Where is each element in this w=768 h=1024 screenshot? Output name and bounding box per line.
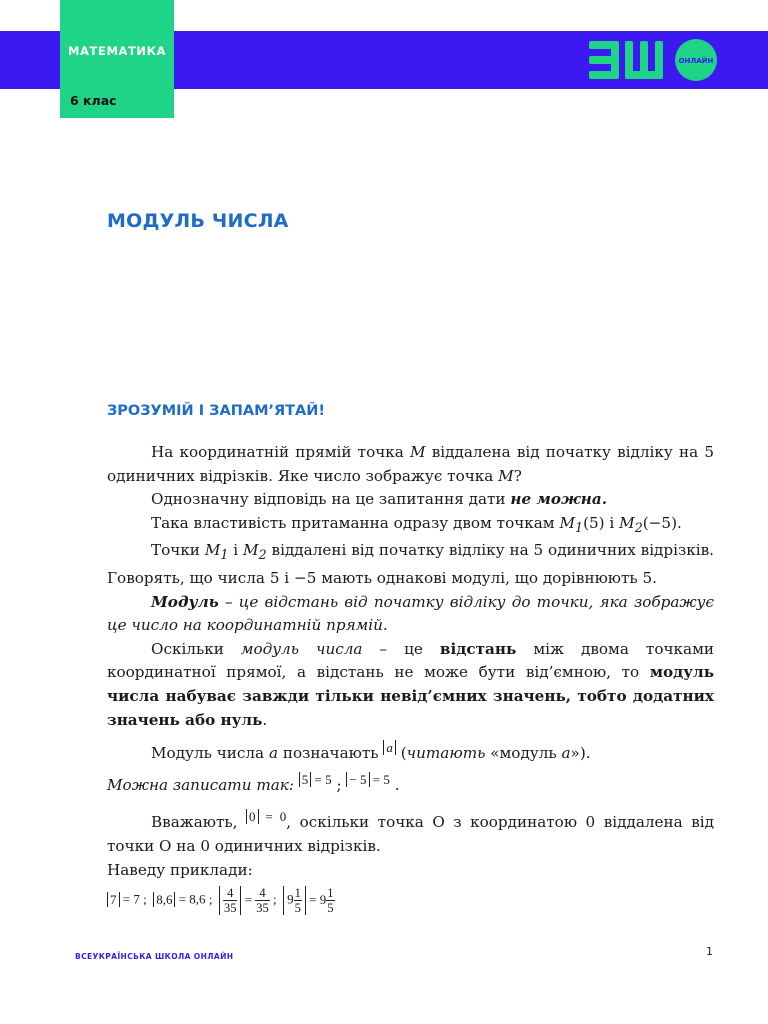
definition-term: Модуль — [151, 592, 219, 611]
definition: Модуль – це відстань від початку відліку до точки, яка зображує це число на координатній прямій. — [107, 592, 714, 635]
paragraph-1: На координатній прямій точка M віддалена від початку відліку на 5 одиничних відрізків. Яке число зображує точка M? — [107, 443, 714, 485]
paragraph-4: Точки $M_1$ і $M_2$ віддалені від початку відліку на 5 одиничних відрізків. Говорять, що числа 5 і −5 мають однакові модулі, що дорівнюють 5. — [107, 541, 714, 588]
example-1: 7 = 7 — [107, 892, 140, 907]
subject-tab — [60, 0, 174, 118]
abs-notation: a — [383, 740, 396, 755]
logo-subtext: ОНЛАЙН — [678, 57, 714, 65]
paragraph-6: Оскільки модуль числа – це відстань між двома точками координатної прямої, а відстань не може бути від’ємною, то модуль числа набуває завжди тільки невід’ємних значень, тобто додатних значень або нуль. — [107, 639, 715, 729]
example-4: 9 $\frac{1}{5}$ = 9 $\frac{1}{5}$ — [283, 892, 334, 907]
formula-abs-minus-5: − 5 = 5 — [346, 772, 389, 787]
document-body — [107, 441, 714, 915]
page-title: МОДУЛЬ ЧИСЛА — [107, 210, 289, 232]
example-3: $\frac{4}{35}$ = $\frac{4}{35}$ — [219, 892, 270, 907]
grade-label: 6 клас — [70, 93, 117, 108]
formula-abs-5: 5 = 5 — [299, 772, 332, 787]
subject-name: МАТЕМАТИКА — [68, 44, 167, 58]
section-title: ЗРОЗУМІЙ І ЗАПАМ’ЯТАЙ! — [107, 403, 326, 419]
paragraph-7: Модуль числа a позначають a (читають «модуль a»). — [151, 740, 591, 763]
paragraph-10: Наведу приклади: — [107, 860, 253, 879]
footer-school-name: ВСЕУКРАЇНСЬКА ШКОЛА ОНЛАЙН — [75, 952, 234, 961]
paragraph-9: Вважають, 0 = 0, оскільки точка О з координатою 0 віддалена від точки О на 0 одиничних відрізків. — [107, 809, 715, 855]
vsho-logo — [589, 39, 721, 81]
page-number: 1 — [706, 945, 713, 958]
formula-abs-0: 0 = 0 — [246, 809, 286, 824]
paragraph-2: Однозначну відповідь на це запитання дати не можна. — [151, 490, 608, 509]
paragraph-8: Можна записати так: 5 = 5 ; − 5 = 5 . — [107, 771, 400, 794]
examples-row: 7 = 7 ; 8,6 = 8,6 ; $\frac{4}{35}$ = $\frac{4}{35}$ ; 9 $\frac{1}{5}$ = 9 $\frac{1}{5}$ — [107, 886, 714, 915]
paragraph-3: Така властивість притаманна одразу двом точкам $M_1(5)$ і $M_2(-5)$. — [151, 513, 682, 535]
example-2: 8,6 = 8,6 — [153, 892, 205, 907]
